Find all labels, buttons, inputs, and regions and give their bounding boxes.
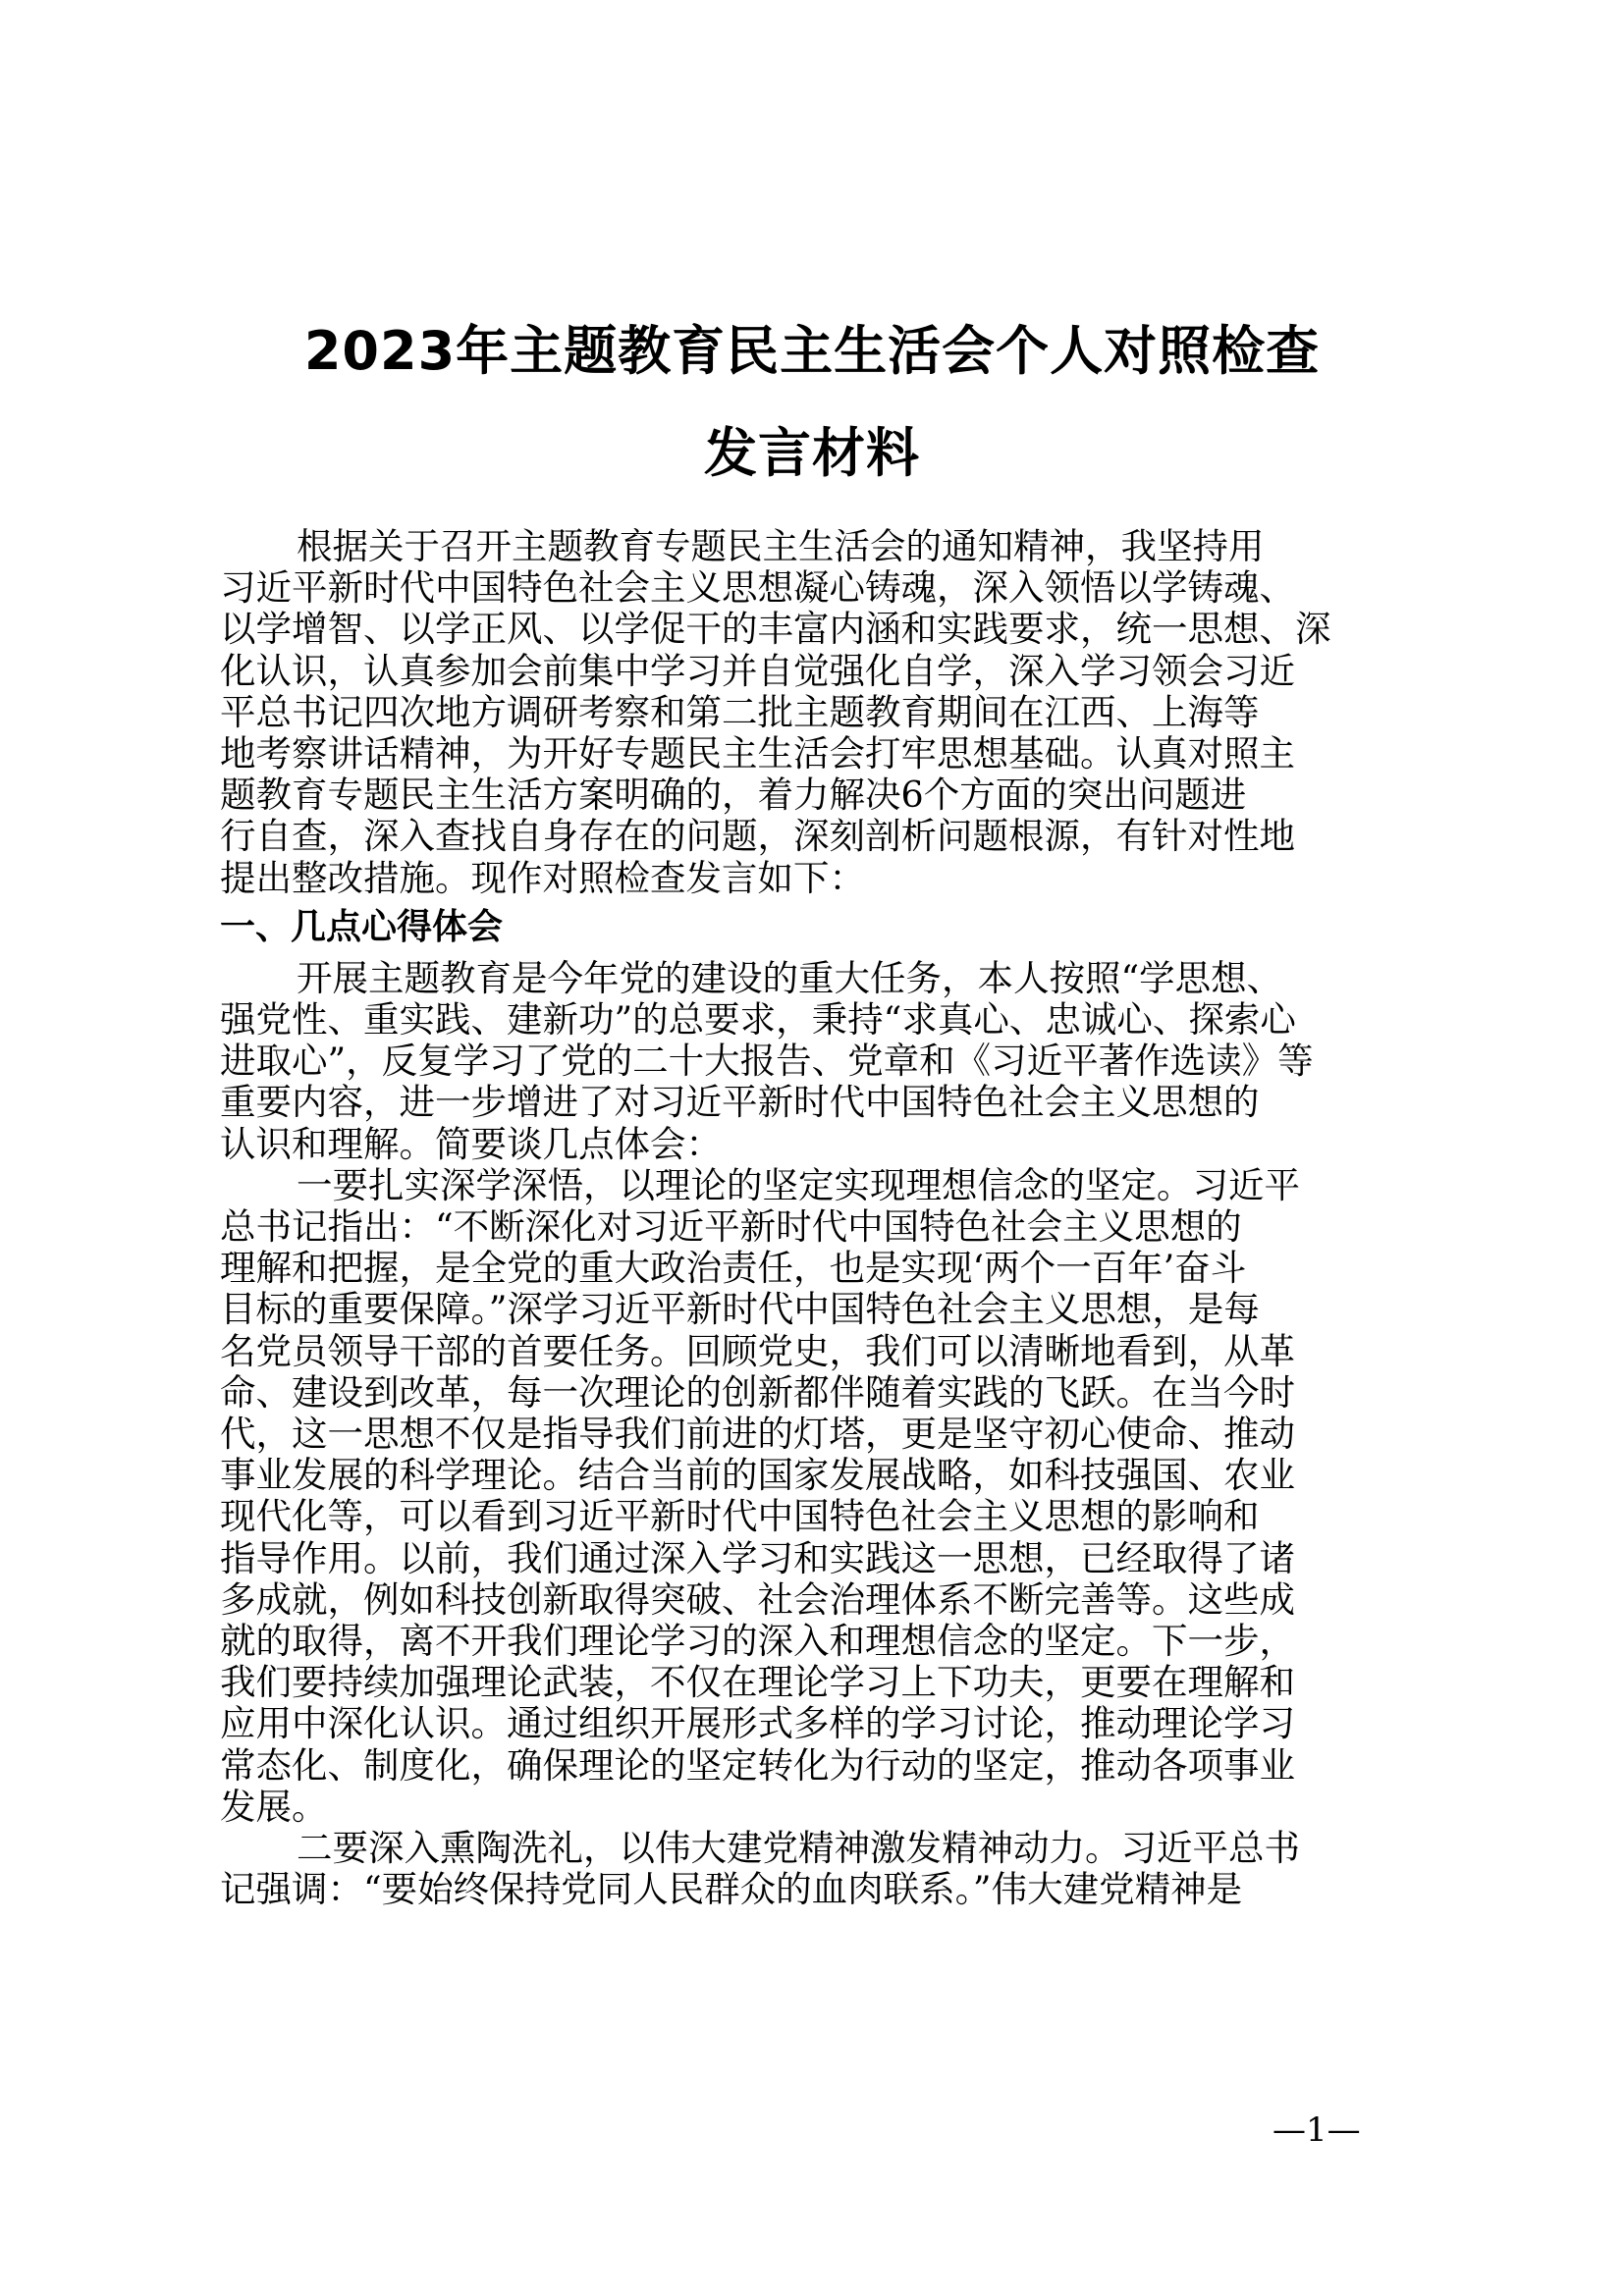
text-line: 应用中深化认识。通过组织开展形式多样的学习讨论，推动理论学习	[220, 1702, 1295, 1745]
title-line-2: 发言材料	[704, 422, 920, 484]
text-line: 平总书记四次地方调研考察和第二批主题教育期间在江西、上海等	[220, 690, 1260, 733]
text-line: 名党员领导干部的首要任务。回顾党史，我们可以清晰地看到，从革	[220, 1329, 1295, 1372]
text-line: 进取心”，反复学习了党的二十大报告、党章和《习近平著作选读》等	[220, 1040, 1314, 1083]
text-line: 记强调：“要始终保持党同人民群众的血肉联系。”伟大建党精神是	[220, 1868, 1243, 1911]
text-line: 提出整改措施。现作对照检查发言如下：	[220, 856, 865, 899]
intro-paragraph	[220, 526, 1430, 899]
paragraph-point-1	[220, 1165, 1430, 1828]
text-line: 认识和理解。简要谈几点体会：	[220, 1122, 722, 1165]
title-line-1: 2023年主题教育民主生活会个人对照检查	[303, 320, 1321, 382]
text-line: 就的取得，离不开我们理论学习的深入和理想信念的坚定。下一步，	[220, 1620, 1295, 1663]
paragraph-overview	[220, 958, 1430, 1165]
text-line: 常态化、制度化，确保理论的坚定转化为行动的坚定，推动各项事业	[220, 1743, 1295, 1787]
text-line: 根据关于召开主题教育专题民主生活会的通知精神，我坚持用	[297, 525, 1265, 567]
text-line: 理解和把握，是全党的重大政治责任，也是实现‘两个一百年’奋斗	[220, 1247, 1247, 1290]
text-line: 题教育专题民主生活方案明确的，着力解决6个方面的突出问题进	[220, 774, 1247, 817]
text-line: 以学增智、以学正风、以学促干的丰富内涵和实践要求，统一思想、深	[220, 608, 1331, 651]
text-line: 目标的重要保障。”深学习近平新时代中国特色社会主义思想，是每	[220, 1288, 1260, 1331]
text-line: 化认识，认真参加会前集中学习并自觉强化自学，深入学习领会习近	[220, 649, 1295, 692]
text-line: 总书记指出：“不断深化对习近平新时代中国特色社会主义思想的	[220, 1205, 1242, 1249]
text-line: 事业发展的科学理论。结合当前的国家发展战略，如科技强国、农业	[220, 1454, 1295, 1497]
paragraph-point-2	[220, 1828, 1430, 1910]
text-line: 地考察讲话精神，为开好专题民主生活会打牢思想基础。认真对照主	[220, 732, 1295, 775]
text-line: 指导作用。以前，我们通过深入学习和实践这一思想，已经取得了诸	[220, 1536, 1295, 1579]
document-body	[220, 526, 1430, 1911]
text-line: 重要内容，进一步增进了对习近平新时代中国特色社会主义思想的	[220, 1081, 1260, 1124]
text-line: 我们要持续加强理论武装，不仅在理论学习上下功夫，更要在理解和	[220, 1661, 1295, 1704]
text-line: 一要扎实深学深悟，以理论的坚定实现理想信念的坚定。习近平	[297, 1163, 1300, 1206]
text-line: 代，这一思想不仅是指导我们前进的灯塔，更是坚守初心使命、推动	[220, 1413, 1295, 1456]
page-number: —1—	[1272, 2110, 1361, 2150]
section-heading: 一、几点心得体会	[220, 906, 504, 947]
text-line: 命、建设到改革，每一次理论的创新都伴随着实践的飞跃。在当今时	[220, 1370, 1295, 1414]
text-line: 现代化等，可以看到习近平新时代中国特色社会主义思想的影响和	[220, 1495, 1260, 1538]
text-line: 多成就，例如科技创新取得突破、社会治理体系不断完善等。这些成	[220, 1577, 1295, 1621]
document-title	[196, 300, 1428, 505]
text-line: 开展主题教育是今年党的建设的重大任务，本人按照“学思想、	[297, 956, 1283, 999]
text-line: 行自查，深入查找自身存在的问题，深刻剖析问题根源，有针对性地	[220, 815, 1295, 858]
text-line: 习近平新时代中国特色社会主义思想凝心铸魂，深入领悟以学铸魂、	[220, 566, 1295, 610]
text-line: 强党性、重实践、建新功”的总要求，秉持“求真心、忠诚心、探索心	[220, 998, 1296, 1041]
text-line: 发展。	[220, 1785, 328, 1828]
text-line: 二要深入熏陶洗礼，以伟大建党精神激发精神动力。习近平总书	[297, 1827, 1300, 1870]
